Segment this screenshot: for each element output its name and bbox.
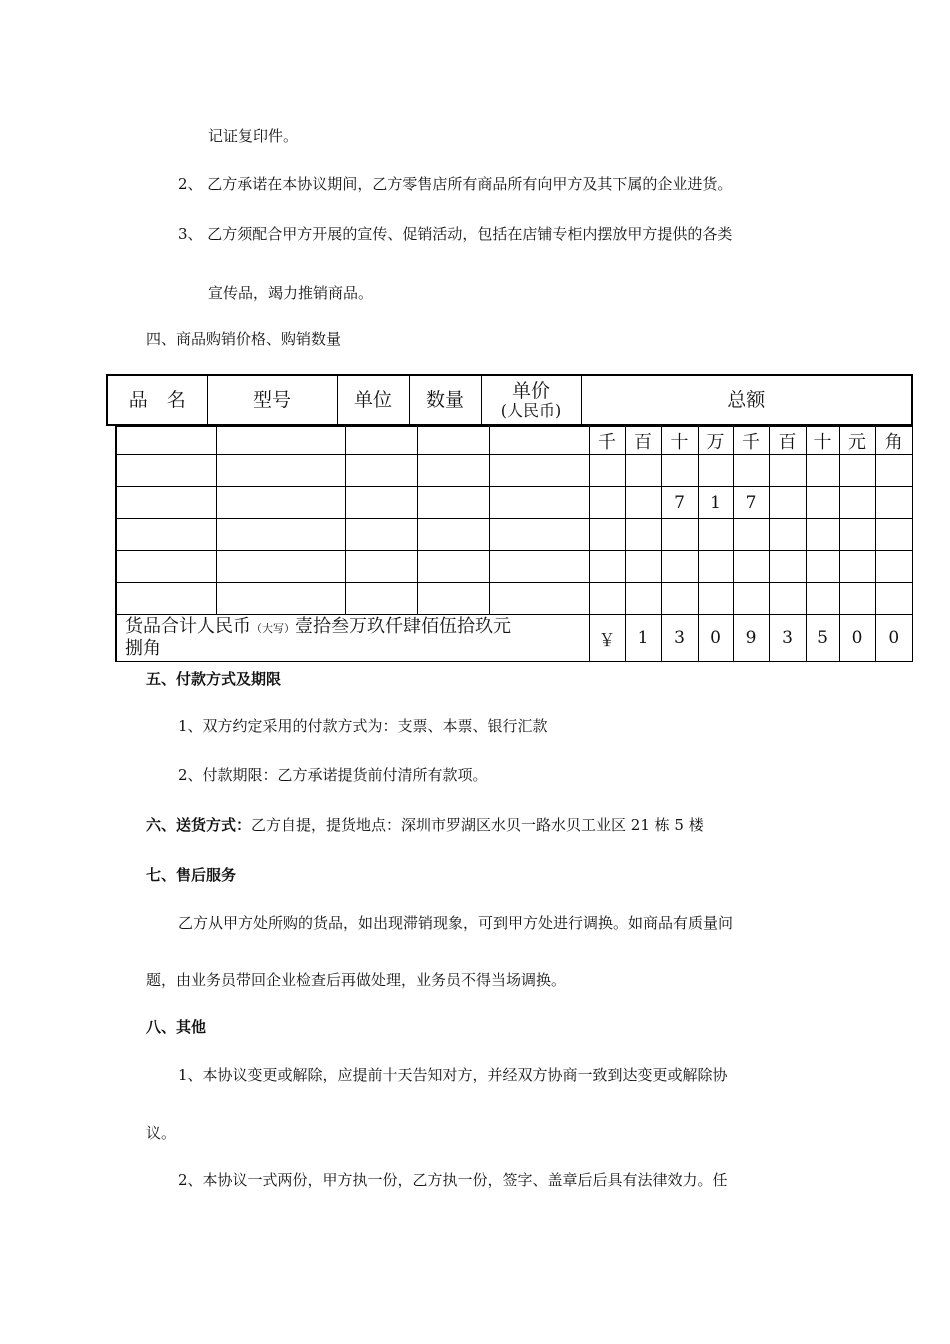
table-cell xyxy=(417,427,489,455)
goods-table-body xyxy=(115,426,913,662)
other-clause-1-line2: 议。 xyxy=(146,1124,177,1142)
total-digit: ￥ xyxy=(589,615,625,662)
unit-label: 元 xyxy=(839,427,875,455)
total-words: 壹拾叁万玖仟肆佰伍拾玖元 xyxy=(295,616,511,637)
other-clause-1-line1: 1、本协议变更或解除，应提前十天告知对方，并经双方协商一致到达变更或解除协 xyxy=(178,1066,728,1084)
total-digit: 0 xyxy=(875,615,913,662)
header-price-currency: (人民币) xyxy=(500,401,562,420)
section-7-title: 七、售后服务 xyxy=(146,866,237,884)
total-row xyxy=(116,615,913,662)
total-digit: 1 xyxy=(625,615,661,662)
unit-label: 万 xyxy=(698,427,733,455)
table-cell xyxy=(216,427,345,455)
table-row xyxy=(116,487,913,519)
table-row xyxy=(116,519,913,551)
delivery-text: 乙方自提，提货地点：深圳市罗湖区水贝一路水贝工业区 21 栋 5 楼 xyxy=(251,816,704,834)
section-5-title: 五、付款方式及期限 xyxy=(146,670,282,688)
table-row xyxy=(116,551,913,583)
after-sales-line2: 题，由业务员带回企业检查后再做处理，业务员不得当场调换。 xyxy=(146,971,567,989)
total-amount-in-words xyxy=(116,615,589,662)
header-quantity: 数量 xyxy=(409,375,481,425)
unit-label: 十 xyxy=(806,427,839,455)
total-digit: 9 xyxy=(733,615,769,662)
paragraph-continuation: 记证复印件。 xyxy=(208,127,299,145)
table-cell xyxy=(489,427,589,455)
total-digit: 0 xyxy=(698,615,733,662)
table-row xyxy=(116,455,913,487)
unit-label: 千 xyxy=(589,427,625,455)
table-row xyxy=(116,583,913,615)
amount-digit: 1 xyxy=(698,487,733,519)
total-words-cont: 捌角 xyxy=(125,638,161,659)
total-label: 货品合计人民币 xyxy=(125,616,251,637)
header-price-label: 单价 xyxy=(511,380,550,402)
section-4-title: 四、商品购销价格、购销数量 xyxy=(146,330,342,348)
table-cell xyxy=(116,427,216,455)
total-digit: 3 xyxy=(661,615,698,662)
unit-label: 千 xyxy=(733,427,769,455)
other-clause-2: 2、本协议一式两份，甲方执一份，乙方执一份，签字、盖章后后具有法律效力。任 xyxy=(178,1171,728,1189)
amount-digit: 7 xyxy=(733,487,769,519)
header-unit-price xyxy=(481,375,581,425)
unit-header-row xyxy=(116,427,913,455)
section-6 xyxy=(146,815,704,835)
unit-label: 十 xyxy=(661,427,698,455)
amount-digit: 7 xyxy=(661,487,698,519)
section-8-title: 八、其他 xyxy=(146,1018,207,1036)
total-digit: 0 xyxy=(839,615,875,662)
table-cell xyxy=(345,427,417,455)
payment-deadline: 2、付款期限：乙方承诺提货前付清所有款项。 xyxy=(178,766,488,784)
goods-table-header xyxy=(106,374,913,426)
clause-2: 2、 乙方承诺在本协议期间，乙方零售店所有商品所有向甲方及其下属的企业进货。 xyxy=(178,175,733,193)
clause-3-line2: 宣传品，竭力推销商品。 xyxy=(208,284,374,302)
total-label-note: （大写） xyxy=(251,622,295,635)
payment-method: 1、双方约定采用的付款方式为：支票、本票、银行汇款 xyxy=(178,717,548,735)
header-unit: 单位 xyxy=(337,375,409,425)
total-digit: 3 xyxy=(769,615,806,662)
header-total: 总额 xyxy=(581,375,912,425)
header-name: 品 名 xyxy=(107,375,207,425)
section-6-title: 六、送货方式： xyxy=(146,816,252,834)
unit-label: 百 xyxy=(769,427,806,455)
total-digit: 5 xyxy=(806,615,839,662)
after-sales-line1: 乙方从甲方处所购的货品，如出现滞销现象，可到甲方处进行调换。如商品有质量问 xyxy=(178,914,734,932)
clause-3-line1: 3、 乙方须配合甲方开展的宣传、促销活动，包括在店铺专柜内摆放甲方提供的各类 xyxy=(178,225,733,243)
header-model: 型号 xyxy=(207,375,337,425)
unit-label: 角 xyxy=(875,427,913,455)
unit-label: 百 xyxy=(625,427,661,455)
